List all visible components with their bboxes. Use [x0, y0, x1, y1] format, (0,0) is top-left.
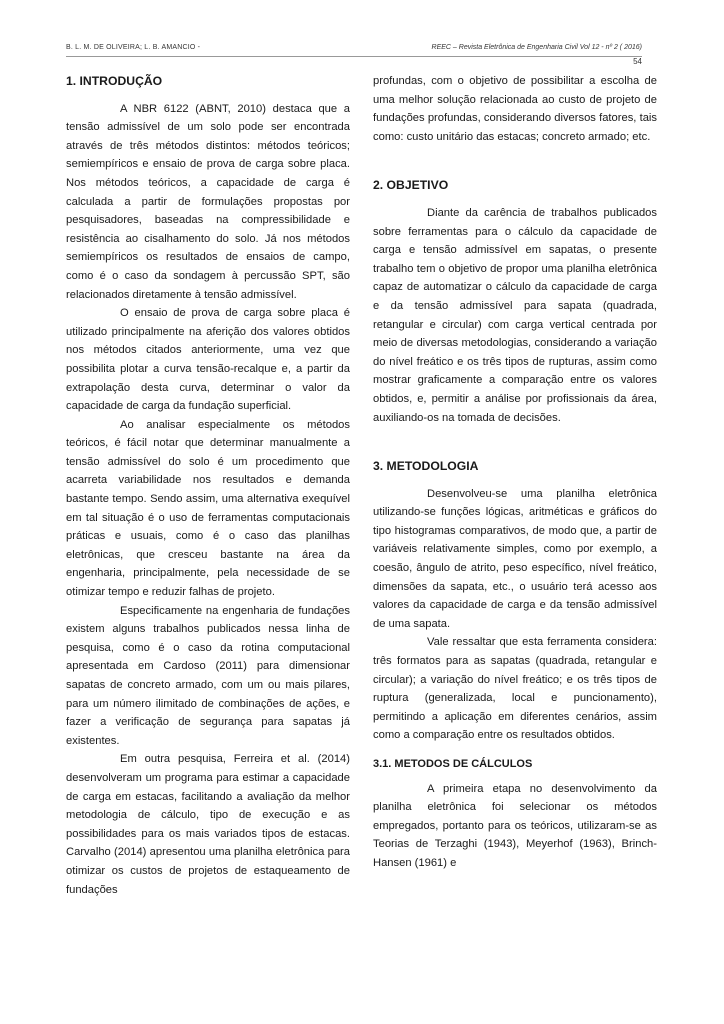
subsection-heading-metodos: 3.1. METODOS DE CÁLCULOS	[373, 758, 533, 770]
paragraph: Vale ressaltar que esta ferramenta considera: três formatos para as sapatas (quadrada, retangular e circular); a variação do nível freático; e os três tipos de ruptura (generalizada, local e puncionamento), permitindo a aplicação em diferentes cenários, assim como a comparação entre os resultados obtidos.	[373, 636, 657, 742]
paragraph: Em outra pesquisa, Ferreira et al. (2014) desenvolveram um programa para estimar a capacidade de carga em estacas, facilitando a avaliação da melhor metodologia de cálculo, tipo de execução e as possibilidades para os mais variados tipos de estacas. Carvalho (2014) apresentou uma planilha eletrônica para otimizar os custos de projetos de estaqueamento de fundações	[66, 753, 350, 896]
paragraph: Desenvolveu-se uma planilha eletrônica utilizando-se funções lógicas, aritméticas e gráficos do tipo histogramas comparativos, de modo que, a partir de variáveis relativamente simples, como por exemplo, a coesão, ângulo de atrito, peso específico, nível freático, dimensões da sapata, etc., o usuário terá acesso aos valores da capacidade de carga e da tensão admissível de uma sapata.	[373, 487, 657, 630]
section-heading-introducao: 1. INTRODUÇÃO	[66, 74, 163, 88]
left-column	[66, 72, 350, 899]
header-journal: REEC – Revista Eletrônica de Engenharia Civil Vol 12 - nº 2 ( 2016)	[431, 44, 642, 51]
paragraph: Especificamente na engenharia de fundações existem alguns trabalhos publicados nessa linha de pesquisa, como é o caso da rotina computacional apresentada em Cardoso (2011) para dimensionar sapatas de concreto armado, com um ou mais pilares, para um número ilimitado de combinações de ações, e fazer a verificação de segurança para sapatas já existentes.	[66, 604, 350, 747]
paragraph: Diante da carência de trabalhos publicados sobre ferramentas para o cálculo da capacidade de carga e tensão admissível em sapatas, o presente trabalho tem o objetivo de propor uma planilha eletrônica capaz de automatizar o cálculo da capacidade de carga e da tensão admissível para sapata (quadrada, retangular e circular) com carga vertical centrada por meio de diversas metodologias, considerando a variação do nível freático e os três tipos de rupturas, assim como mostrar graficamente a comparação entre os valores obtidos, e, permitir a análise por profissionais da área, auxiliando-os na tomada de decisões.	[373, 206, 657, 424]
paragraph-continued: profundas, com o objetivo de possibilitar a escolha de uma melhor solução relacionada ao custo de projeto de fundações profundas, considerando diversos fatores, tais como: custo unitário das estacas; concreto armado; etc.	[373, 75, 657, 143]
page-number: 54	[633, 57, 642, 66]
header-rule	[66, 56, 642, 57]
section-heading-objetivo: 2. OBJETIVO	[373, 178, 449, 193]
paragraph: O ensaio de prova de carga sobre placa é utilizado principalmente na aferição dos valores obtidos nos métodos citados anteriormente, uma vez que possibilita plotar a curva tensão-recalque e, a partir da extrapolação desta curva, determinar o valor da capacidade de carga da fundação superficial.	[66, 307, 350, 413]
header-authors: B. L. M. DE OLIVEIRA; L. B. AMANCIO -	[66, 44, 201, 51]
paragraph: Ao analisar especialmente os métodos teóricos, é fácil notar que determinar manualmente a tensão admissível do solo é um procedimento que acarreta variabilidade nos resultados e demanda bastante tempo. Sendo assim, uma alternativa exequível em tal situação é o uso de ferramentas computacionais práticas e usuais, como é o caso das planilhas eletrônicas, que cresceu bastante na área da engenharia, principalmente, pela necessidade de se otimizar tempo e reduzir falhas de projeto.	[66, 418, 350, 599]
section-heading-metodologia: 3. METODOLOGIA	[373, 459, 479, 474]
paragraph: A primeira etapa no desenvolvimento da planilha eletrônica foi selecionar os métodos empregados, portanto para os teóricos, utilizaram-se as Teorias de Terzaghi (1943), Meyerhof (1963), Brinch-Hansen (1961) e	[373, 782, 657, 869]
paragraph: A NBR 6122 (ABNT, 2010) destaca que a tensão admissível de um solo pode ser encontrada através de três métodos distintos: métodos teóricos; semiempíricos e ensaio de prova de carga sobre placa. Nos métodos teóricos, a capacidade de carga é calculada a partir de formulações propostas por pesquisadores, baseadas na compressibilidade e resistência ao cisalhamento do solo. Já nos métodos semiempíricos os resultados de ensaios de campo, como é o caso da sondagem à percussão SPT, são relacionados diretamente à tensão admissível.	[66, 102, 350, 301]
right-column	[373, 72, 657, 873]
